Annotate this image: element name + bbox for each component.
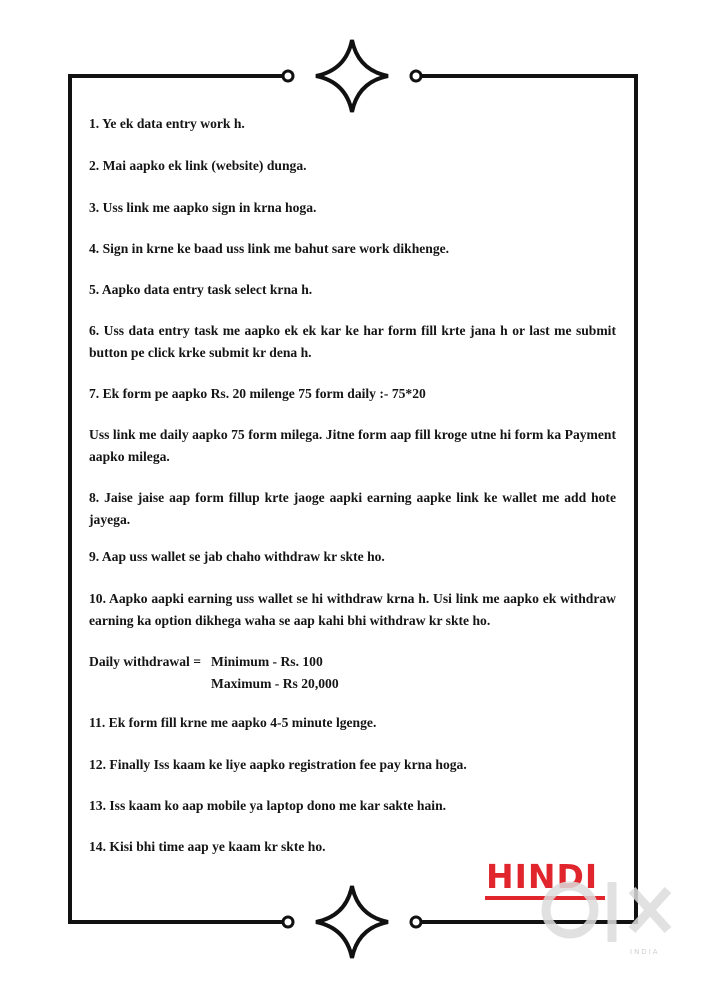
list-item: 10. Aapko aapki earning uss wallet se hi withdraw krna h. Usi link me aapko ek withdraw earning ka option dikhega waha se aap kahi bhi withdraw kr skte ho. bbox=[89, 591, 616, 628]
withdrawal-spacer bbox=[89, 673, 211, 695]
list-item: 13. Iss kaam ko aap mobile ya laptop dono me kar sakte hain. bbox=[89, 798, 447, 813]
list-item: 1. Ye ek data entry work h. bbox=[89, 116, 245, 131]
list-item: 5. Aapko data entry task select krna h. bbox=[89, 282, 313, 297]
border-knob-icon bbox=[283, 71, 293, 81]
four-point-star-icon bbox=[316, 886, 388, 958]
border-knob-icon bbox=[283, 917, 293, 927]
list-item: 7. Ek form pe aapko Rs. 20 milenge 75 form daily :- 75*20 bbox=[89, 386, 426, 401]
list-item: 6. Uss data entry task me aapko ek ek kar ke har form fill krte jana h or last me submit button pe click krke submit kr dena h. bbox=[89, 323, 616, 360]
border-knob-icon bbox=[411, 71, 421, 81]
list-item: 14. Kisi bhi time aap ye kaam kr skte ho. bbox=[89, 839, 326, 854]
list-item: 2. Mai aapko ek link (website) dunga. bbox=[89, 158, 307, 173]
list-item: 3. Uss link me aapko sign in krna hoga. bbox=[89, 200, 317, 215]
list-item: 8. Jaise jaise aap form fillup krte jaoge aapki earning aapke link ke wallet me add hote jayega. bbox=[89, 490, 616, 527]
withdrawal-label: Daily withdrawal = bbox=[89, 654, 201, 669]
withdrawal-minimum: Minimum - Rs. 100 bbox=[211, 654, 323, 669]
list-item: 9. Aap uss wallet se jab chaho withdraw kr skte ho. bbox=[89, 549, 385, 564]
four-point-star-icon bbox=[316, 40, 388, 112]
border-knob-icon bbox=[411, 917, 421, 927]
hindi-stamp: HINDI bbox=[486, 857, 599, 896]
withdrawal-maximum: Maximum - Rs 20,000 bbox=[211, 676, 339, 691]
list-item: Uss link me daily aapko 75 form milega. Jitne form aap fill kroge utne hi form ka Payment aapko milega. bbox=[89, 427, 616, 464]
olx-watermark-sub: INDIA bbox=[630, 948, 660, 956]
olx-watermark-logo bbox=[540, 880, 706, 960]
list-item: 4. Sign in krne ke baad uss link me bahut sare work dikhenge. bbox=[89, 241, 450, 256]
list-item: 11. Ek form fill krne me aapko 4-5 minute lgenge. bbox=[89, 715, 377, 730]
withdrawal-limits bbox=[89, 651, 616, 695]
list-item: 12. Finally Iss kaam ke liye aapko registration fee pay krna hoga. bbox=[89, 757, 467, 772]
